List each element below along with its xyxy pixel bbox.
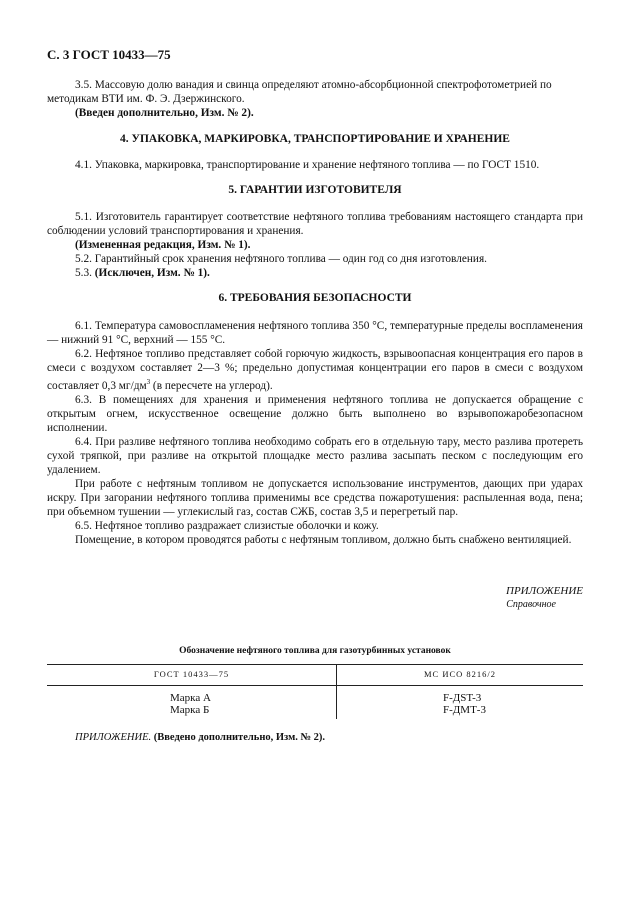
clause-5-1-note: (Измененная редакция, Изм. № 1). xyxy=(75,239,251,251)
table-caption: Обозначение нефтяного топлива для газотурбинных установок xyxy=(179,646,451,656)
clause-6-3: 6.3. В помещениях для хранения и применения нефтяного топлива не допускается обращение с открытым огнем, искусственное освещение должно быть выполнено во взрывопожаробезопасном исполнении. xyxy=(47,393,583,434)
section-6-title: 6. ТРЕБОВАНИЯ БЕЗОПАСНОСТИ xyxy=(218,292,412,304)
clause-5-3-number: 5.3. xyxy=(75,267,92,279)
clause-5-2: 5.2. Гарантийный срок хранения нефтяного топлива — один год со дня изготовления. xyxy=(75,253,487,265)
clause-6-2-sup: 3 xyxy=(146,378,151,386)
appendix-footnote xyxy=(75,732,325,743)
clause-3-5-line1: 3.5. Массовую долю ванадия и свинца определяют атомно-абсорбционной спектрофотометрией по xyxy=(75,79,552,91)
clause-3-5 xyxy=(47,92,583,106)
appendix-label: ПРИЛОЖЕНИЕ xyxy=(506,585,583,597)
page-header: С. 3 ГОСТ 10433—75 xyxy=(47,47,171,62)
clause-6-2-main: 6.2. Нефтяное топливо представляет собой горючую жидкость, взрывоопасная концентрация его паров в смеси с воздухом составляет 2—3 %; предельно допустимая концентрации его паров в смеси с воздухом составляет 0,3 мг/дм xyxy=(47,348,583,392)
appendix-sublabel: Справочное xyxy=(506,599,556,610)
section-5-body xyxy=(47,210,583,238)
clause-3-5-note: (Введен дополнительно, Изм. № 2). xyxy=(75,107,254,119)
clause-6-4-fire: При работе с нефтяным топливом не допускается использование инструментов, дающих при ударах искру. При загорании нефтяного топлива применимы все средства пожаротушения: распыленная вода, пена; при объемном тушении — углекислый газ, состав СЖБ, состав 3,5 и перегретый пар. xyxy=(47,477,583,518)
clause-5-3-note: (Исключен, Изм. № 1). xyxy=(94,267,210,279)
appendix-footnote-note: (Введено дополнительно, Изм. № 2). xyxy=(153,732,326,743)
section-4-title: 4. УПАКОВКА, МАРКИРОВКА, ТРАНСПОРТИРОВАНИЕ И ХРАНЕНИЕ xyxy=(120,133,510,145)
section-5-title: 5. ГАРАНТИИ ИЗГОТОВИТЕЛЯ xyxy=(228,184,402,196)
clause-6-4: 6.4. При разливе нефтяного топлива необходимо собрать его в отдельную тару, место разлива протереть сухой тряпкой, при разливе на открытой площадке место разлива засыпать песком с последующим его удалением. xyxy=(47,435,583,476)
table-header-iso: МС ИСО 8216/2 xyxy=(423,669,497,679)
table-row-2-gost: Марка Б xyxy=(170,704,210,716)
clause-6-5: 6.5. Нефтяное топливо раздражает слизистые оболочки и кожу. xyxy=(75,519,379,532)
clause-6-2-tail: (в пересчете на углерод). xyxy=(150,379,273,392)
table-row-1-gost: Марка А xyxy=(170,692,211,704)
table-header-rule xyxy=(47,685,583,686)
clause-3-5-line2: методикам ВТИ им. Ф. Э. Дзержинского. xyxy=(47,93,245,105)
clause-6-5-ventilation: Помещение, в котором проводятся работы с нефтяным топливом, должно быть снабжено вентиляцией. xyxy=(75,533,572,546)
clause-5-3 xyxy=(75,266,583,280)
table-row-2-iso: F-ДМТ-3 xyxy=(443,704,486,716)
appendix-footnote-label: ПРИЛОЖЕНИЕ. xyxy=(75,732,152,743)
clause-4-1: 4.1. Упаковка, маркировка, транспортирование и хранение нефтяного топлива — по ГОСТ 1510. xyxy=(75,159,540,171)
clause-6-2 xyxy=(47,347,583,393)
table-header-gost: ГОСТ 10433—75 xyxy=(153,669,230,679)
clause-5-1: 5.1. Изготовитель гарантирует соответствие нефтяного топлива требованиям настоящего стандарта при соблюдении условий транспортирования и хранения. xyxy=(47,211,583,237)
table-row-1-iso: F-ДST-3 xyxy=(443,692,482,704)
section-6-body xyxy=(47,319,583,547)
clause-6-1: 6.1. Температура самовоспламенения нефтяного топлива 350 °С, температурные пределы воспламенения — нижний 91 °С, верхний — 155 °С. xyxy=(47,320,583,346)
table-top-rule xyxy=(47,664,583,665)
